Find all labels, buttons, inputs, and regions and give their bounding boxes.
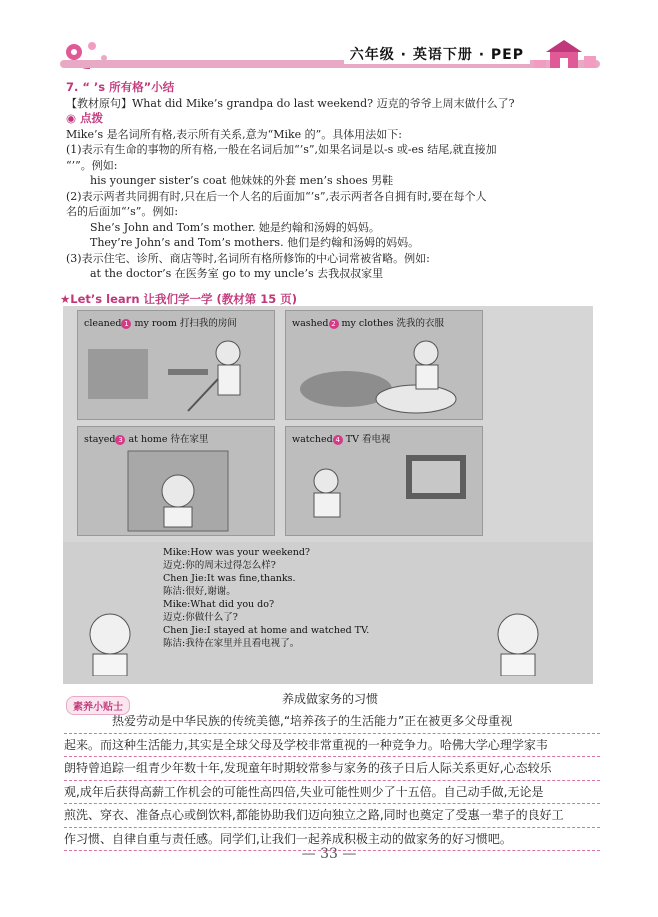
dialog-line: 陈洁:很好,谢谢。 [163,586,236,597]
grammar-example: at the doctor’s 在医务室 go to my uncle’s 去我叔叔家里 [90,267,384,280]
boy-washing-icon [286,329,484,419]
verb: cleaned [84,318,122,329]
tip-line: 朗特曾追踪一组青少年数十年,发现童年时期较常参与家务的孩子日后人际关系更好,心态较乐 [64,757,600,781]
panel-washed [285,310,483,420]
house-decoration-icon [530,38,600,72]
panel-label [292,315,444,329]
number-badge: 4 [333,435,343,445]
dialog-line: 迈克:你的周末过得怎么样? [163,560,276,571]
tip-line: 作习惯、自律自重与责任感。同学们,让我们一起养成积极主动的做家务的好习惯吧。 [64,828,600,852]
number-badge: 2 [329,319,339,329]
tip-line: 煎洗、穿衣、准备点心或倒饮料,都能协助我们迈向独立之路,同时也奠定了受惠一辈子的良好工 [64,804,600,828]
tip-label: 点拨 [80,111,104,125]
dialog-text [163,546,369,650]
tip-heading [66,111,596,127]
boy-tv-icon [286,445,484,535]
tip-body [64,710,600,851]
phrase: my room 打扫我的房间 [134,318,237,329]
source-sentence: 【教材原句】What did Mike’s grandpa do last weekend? 迈克的爷爷上周末做什么了? [66,96,515,110]
grammar-line: “’”。例如: [66,158,118,172]
mike-avatar [75,606,145,676]
grammar-line: Mike’s 是名词所有格,表示所有关系,意为“Mike 的”。具体用法如下: [66,127,402,141]
boy-mopping-icon [78,329,276,419]
lets-learn-title: ★Let’s learn 让我们学一学 (教材第 15 页) [60,292,298,306]
phrase: TV 看电视 [345,434,391,445]
grammar-example: his younger sister’s coat 他妹妹的外套 men’s shoes 男鞋 [90,174,394,187]
dialog-line: 陈洁:我待在家里并且看电视了。 [163,638,300,649]
grammar-line: (3)表示住宅、诊所、商店等时,名词所有格所修饰的中心词常被省略。例如: [66,251,430,265]
panel-label [84,431,208,445]
verb: watched [292,434,333,445]
panel-label [84,315,237,329]
tip-title: 养成做家务的习惯 [281,692,378,706]
page-header [60,38,600,76]
grammar-line: (1)表示有生命的事物的所有格,一般在名词后加“’s”,如果名词是以-s 或-es 结尾,就直接加 [66,143,497,156]
lets-learn-illustration [63,306,593,684]
phrase: my clothes 洗我的衣服 [341,318,444,329]
page-number: — 33 — [301,846,357,862]
dialog-line: Chen Jie:I stayed at home and watched TV. [163,625,370,636]
grammar-section [66,80,596,282]
dialog-line: Chen Jie:It was fine,thanks. [163,573,296,584]
grammar-example: They’re John’s and Tom’s mothers. 他们是约翰和汤姆的妈妈。 [90,236,420,249]
chen-jie-avatar [483,606,553,676]
grammar-line: 名的后面加“’s”。例如: [66,205,179,218]
verb: washed [292,318,329,329]
tip-line: 起来。而这种生活能力,其实是全球父母及学校非常重视的一种竞争力。哈佛大学心理学家韦 [64,734,600,758]
tip-line: 观,成年后获得高薪工作机会的可能性高四倍,失业可能性则少了十五倍。自己动手做,无论是 [64,781,600,805]
grammar-heading: 7. “ ’s 所有格”小结 [66,80,175,94]
dialog-line: 迈克:你做什么了? [163,612,238,623]
header-title: 六年级 · 英语下册 · PEP [344,44,530,64]
panel-stayed [77,426,275,536]
girl-window-icon [78,445,276,535]
grammar-line: (2)表示两者共同拥有时,只在后一个人名的后面加“’s”,表示两者各自拥有时,要在每个人 [66,189,487,203]
number-badge: 1 [121,319,131,329]
dialog-line: Mike:What did you do? [163,599,275,610]
bulb-icon: ◉ [66,111,77,125]
tip-line: 热爱劳动是中华民族的传统美德,“培养孩子的生活能力”正在被更多父母重视 [64,710,600,734]
panel-watched [285,426,483,536]
tip-badge: 素养小贴士 [66,696,130,715]
phrase: at home 待在家里 [128,434,209,445]
dialog-line: Mike:How was your weekend? [163,547,311,558]
grammar-example: She’s John and Tom’s mother. 她是约翰和汤姆的妈妈。 [90,220,380,234]
number-badge: 3 [115,435,125,445]
panel-label [292,431,391,445]
verb: stayed [84,434,116,445]
panel-cleaned [77,310,275,420]
